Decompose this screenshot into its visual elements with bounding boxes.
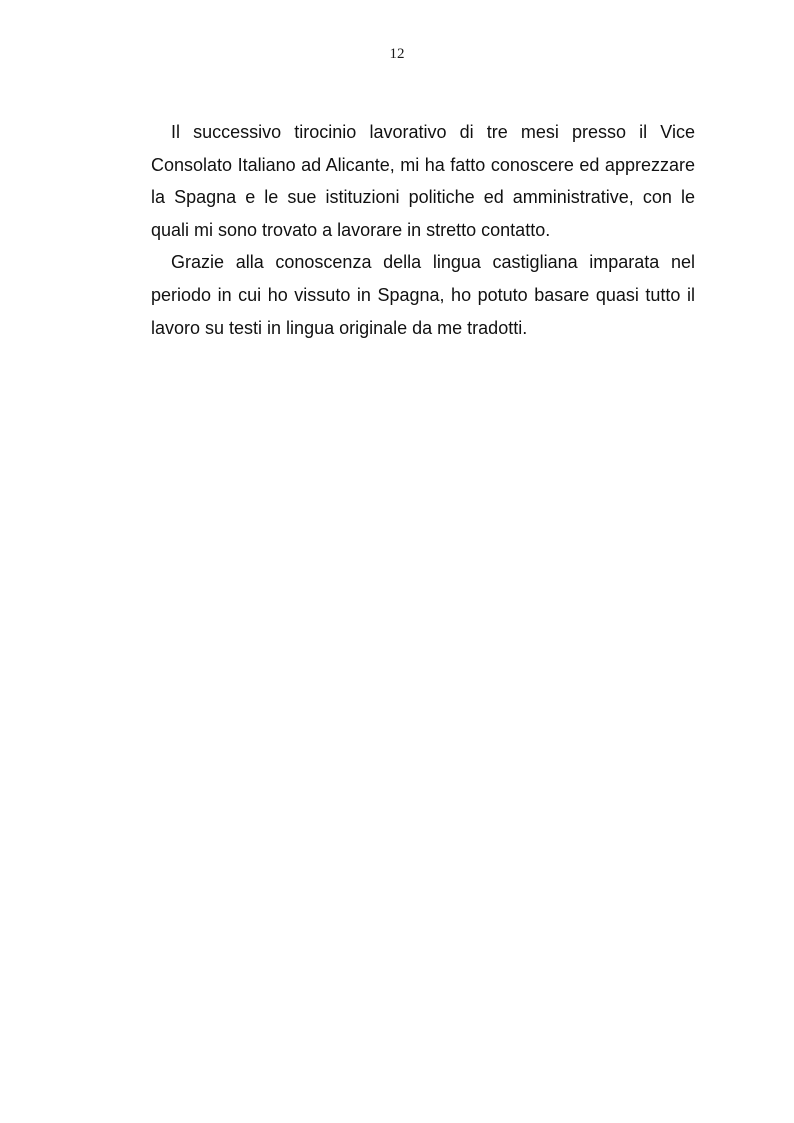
page-number: 12 (389, 46, 405, 62)
paragraph-2: Grazie alla conoscenza della lingua castigliana imparata nel periodo in cui ho vissuto in Spagna, ho potuto basare quasi tutto il lavoro su testi in lingua originale da me tradotti. (151, 252, 695, 338)
body-text (151, 116, 695, 344)
paragraph-1: Il successivo tirocinio lavorativo di tre mesi presso il Vice Consolato Italiano ad Alicante, mi ha fatto conoscere ed apprezzare la Spagna e le sue istituzioni politiche ed amministrative, con le quali mi sono trovato a lavorare in stretto contatto. (151, 122, 695, 240)
